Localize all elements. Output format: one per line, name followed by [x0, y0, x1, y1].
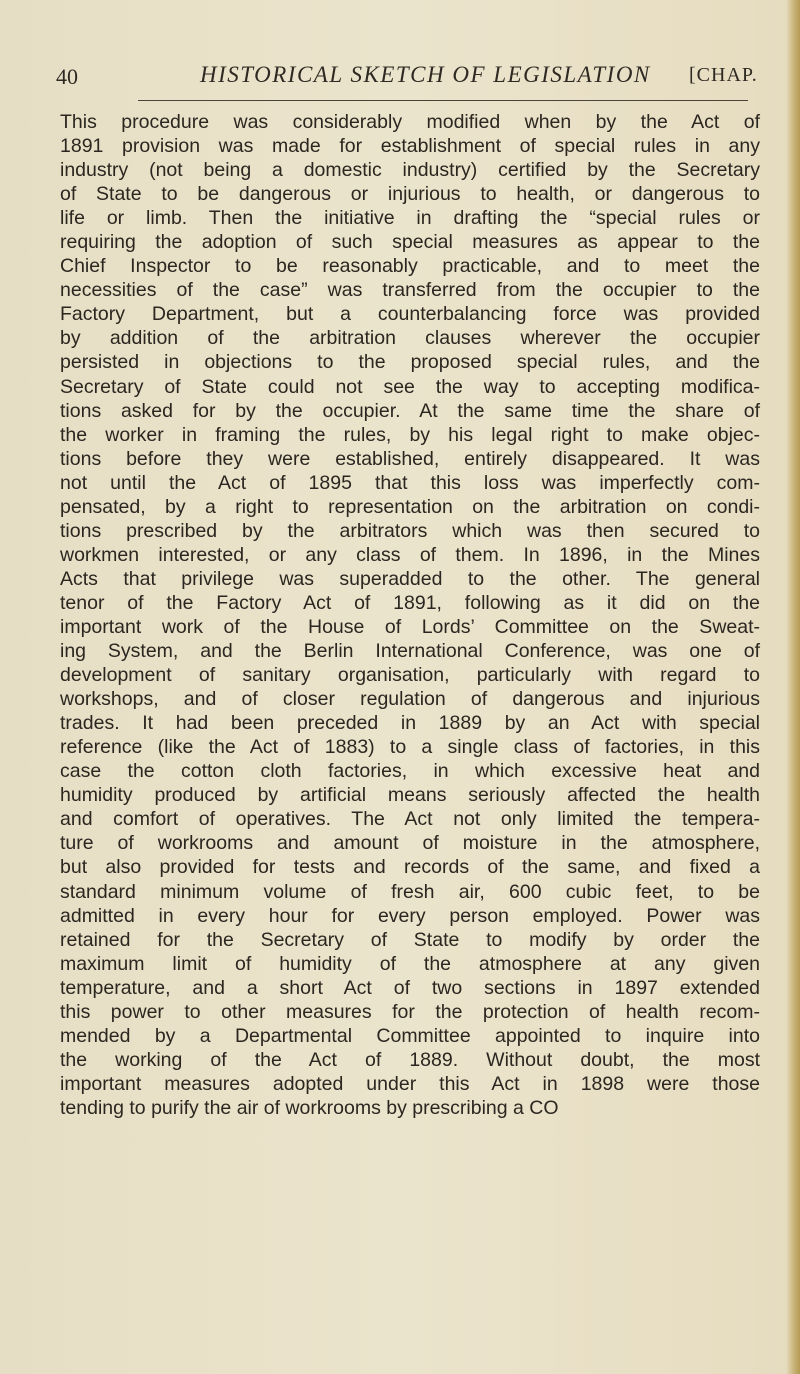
- text-line: but also provided for tests and records of the same, and fixed a: [60, 856, 760, 879]
- text-line: of State to be dangerous or injurious to health, or dangerous to: [60, 183, 760, 206]
- text-line: retained for the Secretary of State to modify by order the: [60, 928, 760, 951]
- text-line: workmen interested, or any class of them. In 1896, in the Mines: [60, 543, 760, 566]
- text-line: ing System, and the Berlin International Conference, was one of: [60, 640, 760, 663]
- text-line: standard minimum volume of fresh air, 600 cubic feet, to be: [60, 880, 760, 903]
- text-line: tions before they were established, entirely disappeared. It was: [60, 447, 760, 470]
- body-paragraph: [60, 110, 760, 1120]
- text-line: maximum limit of humidity of the atmosphere at any given: [60, 952, 760, 975]
- text-line: Chief Inspector to be reasonably practicable, and to meet the: [60, 255, 760, 278]
- text-line: important work of the House of Lords’ Committee on the Sweat-: [60, 615, 760, 638]
- text-line: Acts that privilege was superadded to the other. The general: [60, 567, 760, 590]
- text-line: requiring the adoption of such special measures as appear to the: [60, 231, 760, 254]
- text-line: pensated, by a right to representation on the arbitration on condi-: [60, 495, 760, 518]
- text-line: reference (like the Act of 1883) to a single class of factories, in this: [60, 736, 760, 759]
- text-line: mended by a Departmental Committee appointed to inquire into: [60, 1024, 760, 1047]
- text-line: Factory Department, but a counterbalancing force was provided: [60, 303, 760, 326]
- text-line: humidity produced by artificial means seriously affected the health: [60, 784, 760, 807]
- text-line: tions prescribed by the arbitrators which was then secured to: [60, 519, 760, 542]
- text-line: the worker in framing the rules, by his legal right to make objec-: [60, 423, 760, 446]
- text-line: tenor of the Factory Act of 1891, following as it did on the: [60, 591, 760, 614]
- running-title: HISTORICAL SKETCH OF LEGISLATION: [200, 62, 651, 87]
- text-line: life or limb. Then the initiative in drafting the “special rules or: [60, 207, 760, 230]
- text-line: tending to purify the air of workrooms by prescribing a CO: [60, 1096, 559, 1119]
- text-line: temperature, and a short Act of two sections in 1897 extended: [60, 976, 760, 999]
- text-line: this power to other measures for the protection of health recom-: [60, 1000, 760, 1023]
- text-line: the working of the Act of 1889. Without doubt, the most: [60, 1048, 760, 1071]
- text-line: tions asked for by the occupier. At the same time the share of: [60, 399, 760, 422]
- header-rule: [138, 100, 748, 101]
- text-line: 1891 provision was made for establishment of special rules in any: [60, 135, 760, 158]
- text-line: development of sanitary organisation, particularly with regard to: [60, 664, 760, 687]
- text-line: Secretary of State could not see the way to accepting modifica-: [60, 375, 760, 398]
- text-line: case the cotton cloth factories, in which excessive heat and: [60, 760, 760, 783]
- text-line: not until the Act of 1895 that this loss was imperfectly com-: [60, 471, 760, 494]
- text-line: industry (not being a domestic industry) certified by the Secretary: [60, 159, 760, 182]
- text-line: by addition of the arbitration clauses wherever the occupier: [60, 327, 760, 350]
- page-edge-shadow: [786, 0, 800, 1374]
- page-number: 40: [56, 64, 78, 89]
- text-line: persisted in objections to the proposed special rules, and the: [60, 351, 760, 374]
- text-line: workshops, and of closer regulation of dangerous and injurious: [60, 688, 760, 711]
- text-line: This procedure was considerably modified when by the Act of: [60, 111, 760, 133]
- text-line: important measures adopted under this Act in 1898 were those: [60, 1072, 760, 1095]
- text-line: admitted in every hour for every person employed. Power was: [60, 904, 760, 927]
- text-line: necessities of the case” was transferred from the occupier to the: [60, 279, 760, 302]
- text-line: trades. It had been preceded in 1889 by an Act with special: [60, 712, 760, 735]
- page-header: [52, 64, 768, 104]
- chapter-marker: [CHAP.: [689, 64, 758, 86]
- text-line: ture of workrooms and amount of moisture in the atmosphere,: [60, 832, 760, 855]
- text-line: and comfort of operatives. The Act not only limited the tempera-: [60, 808, 760, 831]
